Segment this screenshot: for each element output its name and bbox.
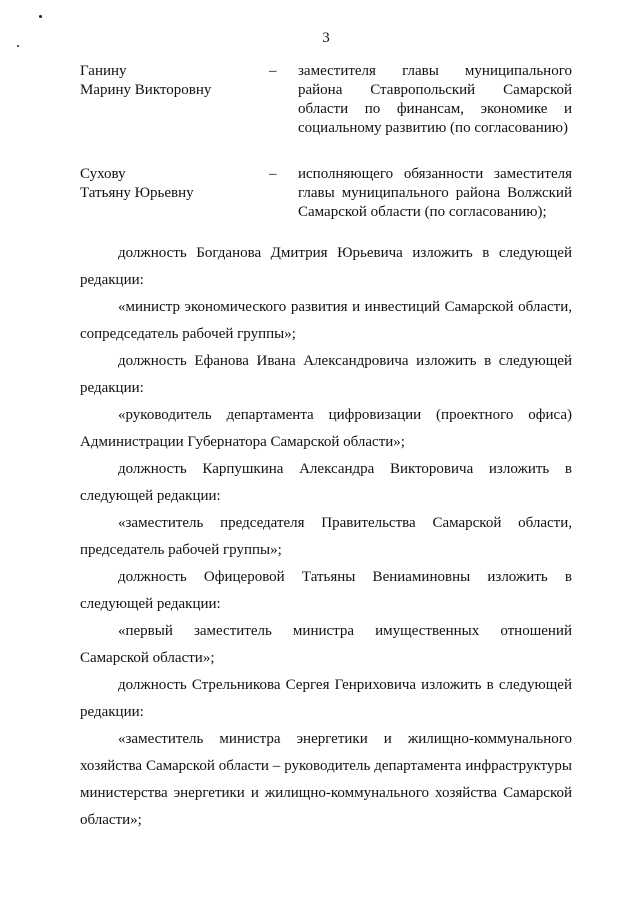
scan-speck xyxy=(39,15,42,18)
person-surname: Ганину xyxy=(80,63,127,79)
paragraph: должность Стрельникова Сергея Генриховича изложить в следующей редакции: xyxy=(80,677,572,720)
dash-separator: – xyxy=(269,166,277,182)
person-given-names: Татьяну Юрьевну xyxy=(80,185,194,201)
person-position: заместителя главы муниципального района Ставропольский Самарской области по финансам, экономике и социальному развитию (по согласованию) xyxy=(298,63,572,136)
paragraph: «министр экономического развития и инвестиций Самарской области, сопредседатель рабочей группы»; xyxy=(80,299,572,342)
paragraph: «руководитель департамента цифровизации (проектного офиса) Администрации Губернатора Самарской области»; xyxy=(80,407,572,450)
person-name xyxy=(80,62,250,100)
person-surname: Сухову xyxy=(80,166,126,182)
paragraph: «первый заместитель министра имущественных отношений Самарской области»; xyxy=(80,623,572,666)
paragraph: «заместитель председателя Правительства Самарской области, председатель рабочей группы»; xyxy=(80,515,572,558)
body-text xyxy=(80,240,572,834)
paragraph: должность Богданова Дмитрия Юрьевича изложить в следующей редакции: xyxy=(80,245,572,288)
paragraph: «заместитель министра энергетики и жилищно-коммунального хозяйства Самарской области – руководитель департамента инфраструктуры министерства энергетики и жилищно-коммунального хозяйства Самарской области»; xyxy=(80,731,572,828)
person-given-names: Марину Викторовну xyxy=(80,82,212,98)
dash-separator: – xyxy=(269,63,277,79)
paragraph: должность Офицеровой Татьяны Вениаминовны изложить в следующей редакции: xyxy=(80,569,572,612)
paragraph: должность Карпушкина Александра Викторовича изложить в следующей редакции: xyxy=(80,461,572,504)
person-position: исполняющего обязанности заместителя главы муниципального района Волжский Самарской области (по согласованию); xyxy=(298,166,572,220)
page-number: 3 xyxy=(322,30,330,46)
paragraph: должность Ефанова Ивана Александровича изложить в следующей редакции: xyxy=(80,353,572,396)
person-name xyxy=(80,165,250,203)
